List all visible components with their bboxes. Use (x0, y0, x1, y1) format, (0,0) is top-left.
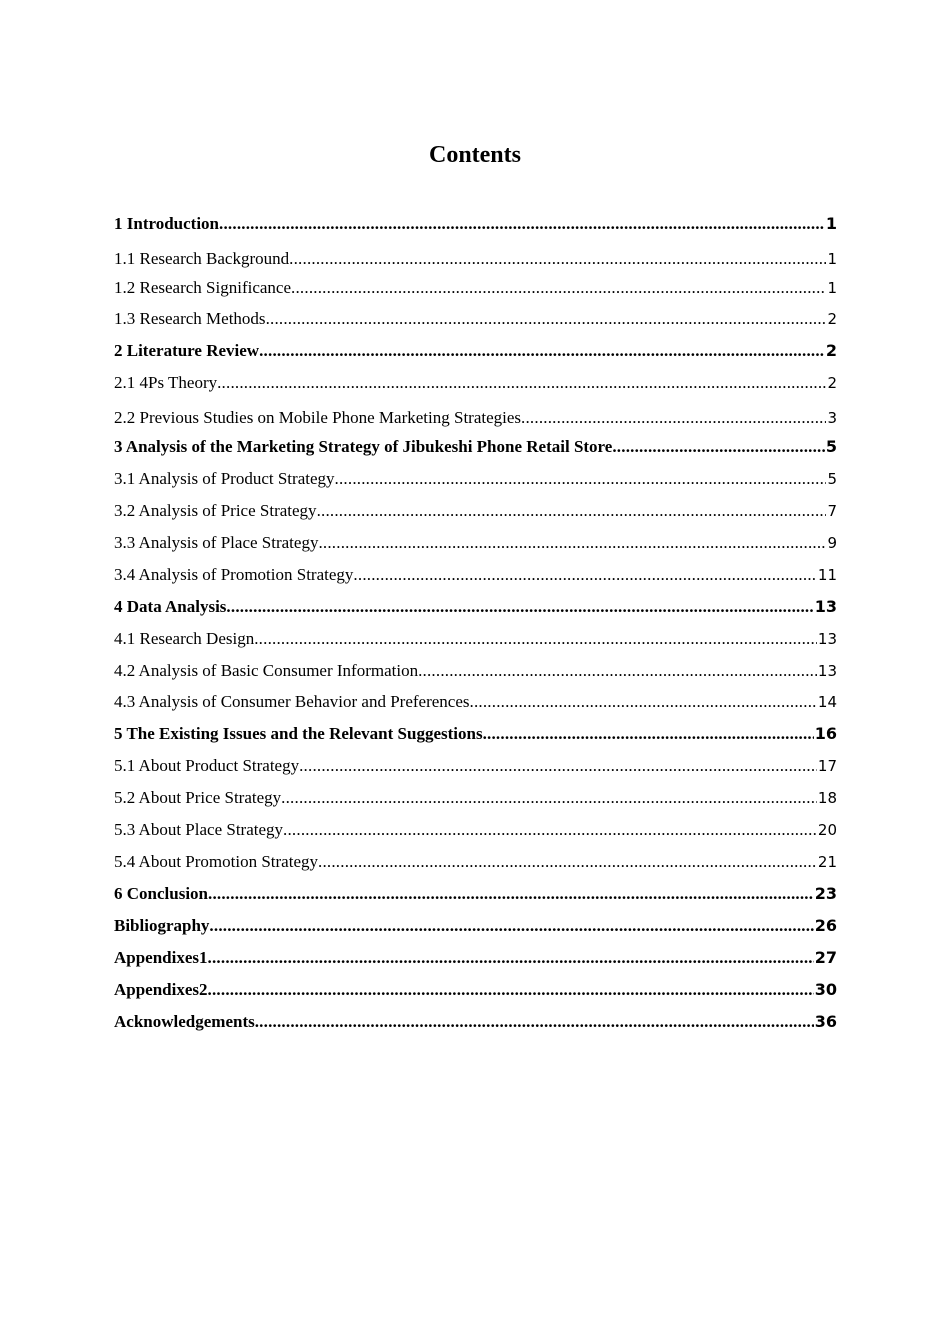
toc-entry-page: 26 (814, 916, 837, 935)
toc-entry-label: 3 Analysis of the Marketing Strategy of Jibukeshi Phone Retail Store (114, 437, 613, 456)
toc-entry-label: 5.3 About Place Strategy (114, 820, 284, 839)
toc-entry-label: 1 Introduction (114, 214, 220, 233)
toc-dot-leader (283, 819, 817, 841)
toc-entry-label: Acknowledgements (114, 1012, 255, 1031)
toc-dot-leader (209, 915, 813, 937)
table-of-contents (114, 0, 837, 1100)
toc-dot-leader (291, 277, 826, 299)
toc-dot-leader (259, 340, 825, 362)
toc-entry[interactable] (114, 947, 837, 969)
toc-entry[interactable] (114, 1011, 837, 1033)
toc-entry[interactable] (114, 819, 837, 841)
toc-entry-page: 20 (817, 821, 837, 839)
toc-entry-label: 4 Data Analysis (114, 597, 227, 616)
toc-entry[interactable] (114, 277, 837, 299)
toc-entry-page: 23 (814, 884, 837, 903)
toc-entry-page: 5 (825, 437, 837, 456)
toc-dot-leader (521, 407, 826, 429)
toc-dot-leader (612, 436, 825, 458)
toc-entry[interactable] (114, 436, 837, 458)
toc-entry[interactable] (114, 660, 837, 682)
toc-dot-leader (318, 532, 826, 554)
toc-entry-page: 27 (814, 948, 837, 967)
toc-entry-label: 2.2 Previous Studies on Mobile Phone Marketing Strategies (114, 408, 522, 427)
toc-entry[interactable] (114, 628, 837, 650)
page-title: Contents (428, 142, 521, 168)
toc-dot-leader (208, 979, 814, 1001)
toc-entry-label: 3.1 Analysis of Product Strategy (114, 469, 335, 488)
toc-dot-leader (254, 628, 817, 650)
toc-entry-page: 18 (817, 789, 837, 807)
toc-entry[interactable] (114, 755, 837, 777)
toc-dot-leader (289, 248, 826, 270)
toc-entry[interactable] (114, 851, 837, 873)
toc-dot-leader (208, 883, 814, 905)
toc-entry[interactable] (114, 532, 837, 554)
toc-entry-label: 4.2 Analysis of Basic Consumer Information (114, 661, 419, 680)
toc-entry-page: 16 (814, 724, 837, 743)
toc-entry[interactable] (114, 468, 837, 490)
toc-entry-page: 17 (817, 757, 837, 775)
toc-dot-leader (470, 691, 817, 713)
toc-entry-page: 13 (817, 630, 837, 648)
toc-entry-label: Bibliography (114, 916, 210, 935)
toc-dot-leader (353, 564, 816, 586)
toc-entry[interactable] (114, 883, 837, 905)
toc-entry[interactable] (114, 691, 837, 713)
toc-entry-label: 5.2 About Price Strategy (114, 788, 282, 807)
toc-entry-page: 2 (825, 341, 837, 360)
toc-entry-label: Appendixes1 (114, 948, 208, 967)
toc-dot-leader (418, 660, 817, 682)
toc-dot-leader (335, 468, 827, 490)
toc-entry-page: 1 (825, 214, 837, 233)
toc-dot-leader (266, 308, 827, 330)
toc-entry-label: 5 The Existing Issues and the Relevant Suggestions (114, 724, 483, 743)
toc-dot-leader (219, 213, 825, 235)
toc-entry-page: 1 (827, 279, 837, 297)
toc-entry-label: Appendixes2 (114, 980, 208, 999)
toc-entry-label: 3.3 Analysis of Place Strategy (114, 533, 319, 552)
toc-dot-leader (255, 1011, 814, 1033)
toc-entry-page: 9 (827, 534, 837, 552)
toc-entry-page: 13 (814, 597, 837, 616)
toc-dot-leader (217, 372, 826, 394)
toc-entry-page: 36 (814, 1012, 837, 1031)
toc-dot-leader (318, 851, 817, 873)
toc-entry-label: 5.1 About Product Strategy (114, 756, 300, 775)
toc-entry-page: 2 (827, 310, 837, 328)
toc-entry-page: 2 (827, 374, 837, 392)
toc-dot-leader (281, 787, 817, 809)
toc-entry-page: 13 (817, 662, 837, 680)
toc-entry-page: 21 (817, 853, 837, 871)
toc-entry-page: 30 (814, 980, 837, 999)
toc-entry[interactable] (114, 723, 837, 745)
toc-entry[interactable] (114, 407, 837, 429)
toc-entry[interactable] (114, 340, 837, 362)
toc-entry-label: 4.1 Research Design (114, 629, 255, 648)
toc-entry-page: 5 (827, 470, 837, 488)
toc-entry-label: 1.3 Research Methods (114, 309, 266, 328)
toc-dot-leader (483, 723, 814, 745)
toc-entry-page: 1 (827, 250, 837, 268)
toc-dot-leader (299, 755, 817, 777)
toc-entry-page: 3 (827, 409, 837, 427)
toc-dot-leader (208, 947, 814, 969)
toc-entry-label: 5.4 About Promotion Strategy (114, 852, 318, 871)
toc-entry-page: 7 (827, 502, 837, 520)
toc-entry[interactable] (114, 308, 837, 330)
toc-entry[interactable] (114, 979, 837, 1001)
toc-entry-label: 6 Conclusion (114, 884, 208, 903)
toc-entry-label: 1.1 Research Background (114, 249, 290, 268)
toc-dot-leader (317, 500, 827, 522)
toc-entry-label: 4.3 Analysis of Consumer Behavior and Preferences (114, 692, 470, 711)
toc-entry-page: 14 (817, 693, 837, 711)
toc-entry-label: 2 Literature Review (114, 341, 260, 360)
toc-entry[interactable] (114, 213, 837, 235)
toc-entry[interactable] (114, 248, 837, 270)
toc-entry-label: 3.2 Analysis of Price Strategy (114, 501, 317, 520)
toc-entry[interactable] (114, 915, 837, 937)
toc-dot-leader (226, 596, 813, 618)
toc-entry[interactable] (114, 596, 837, 618)
toc-entry[interactable] (114, 500, 837, 522)
toc-entry-label: 2.1 4Ps Theory (114, 373, 218, 392)
toc-entry-page: 11 (817, 566, 837, 584)
toc-entry-label: 3.4 Analysis of Promotion Strategy (114, 565, 354, 584)
toc-entry-label: 1.2 Research Significance (114, 278, 292, 297)
toc-entry[interactable] (114, 372, 837, 394)
toc-entry[interactable] (114, 787, 837, 809)
toc-entry[interactable] (114, 564, 837, 586)
